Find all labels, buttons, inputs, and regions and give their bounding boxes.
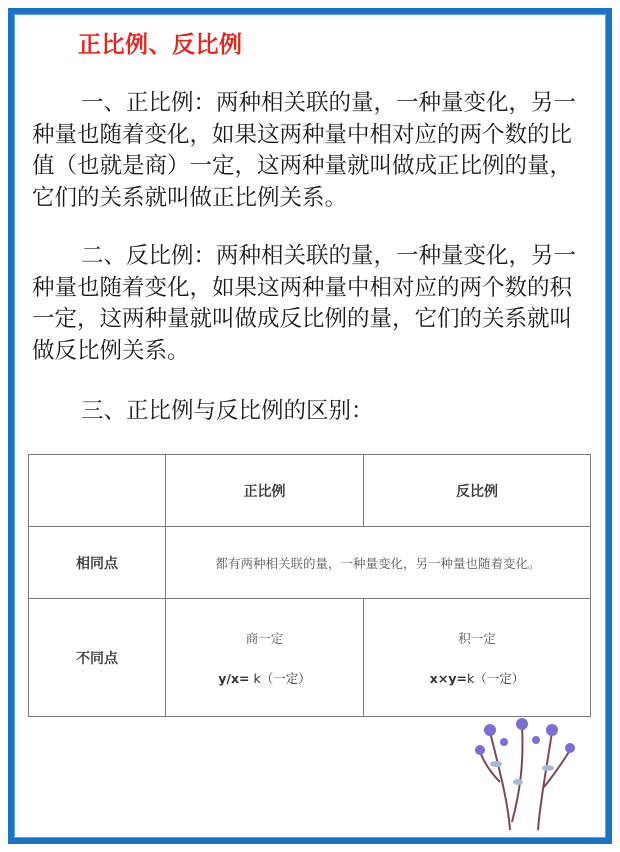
table-row-same: [29, 527, 591, 599]
direct-formula: [218, 669, 310, 687]
same-points-text: 都有两种相关联的量，一种量变化，另一种量也随着变化。: [166, 527, 591, 599]
flower-petals: [475, 718, 575, 755]
direct-formula-rest: k（一定）: [249, 670, 311, 686]
table-header-row: [29, 455, 591, 527]
comparison-table: [28, 454, 591, 717]
paragraph-inverse-proportion: 二、反比例：两种相关联的量，一种量变化，另一种量也随着变化，如果这两种量中相对应的两个数的积一定，这两种量就叫做成反比例的量，它们的关系就叫做反比例关系。: [32, 243, 577, 364]
direct-diff-line1: 商一定: [245, 630, 284, 646]
inverse-formula: [430, 669, 524, 687]
paragraph-direct-proportion: 一、正比例：两种相关联的量，一种量变化，另一种量也随着变化，如果这两种量中相对应的两个数的比值（也就是商）一定，这两种量就叫做成正比例的量，它们的关系就叫做正比例关系。: [32, 90, 577, 211]
inverse-diff-line1: 积一定: [458, 630, 496, 646]
row-label-same: 相同点: [29, 527, 166, 599]
flower-stems: [480, 726, 570, 830]
inverse-diff-cell: [364, 599, 591, 717]
flower-illustration: [460, 712, 590, 832]
header-cell-empty: [29, 455, 166, 527]
direct-diff-cell: [166, 599, 364, 717]
row-label-diff: 不同点: [29, 599, 166, 717]
direct-formula-var: y/x=: [218, 670, 250, 686]
paragraph-difference-heading: 三、正比例与反比例的区别：: [81, 398, 374, 424]
table-row-diff: [29, 599, 591, 717]
inverse-formula-rest: k（一定）: [466, 670, 525, 686]
inverse-formula-var: x×y=: [429, 670, 467, 686]
header-cell-inverse: 反比例: [364, 455, 591, 527]
page-title: 正比例、反比例: [78, 31, 243, 58]
header-cell-direct: 正比例: [166, 455, 364, 527]
